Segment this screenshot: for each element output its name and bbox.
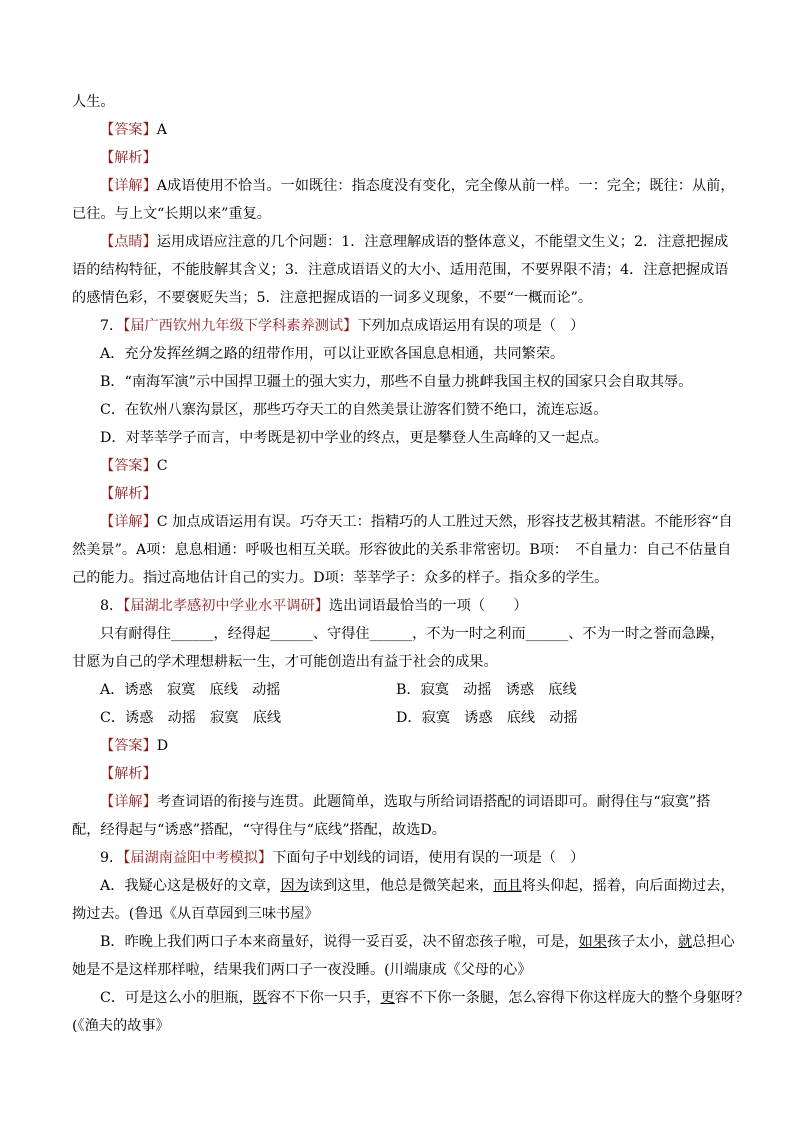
option-text: 读到这里，他总是微笑起来， [308,878,494,894]
answer-line [72,732,722,760]
option-text: 容不下你一条腿，怎么容得下你这样庞大的整个身躯呀？ [394,990,750,1006]
detail-text: 考查词语的衔接与连贯。此题简单，选取与所给词语搭配的词语即可。耐得住与“寂寞”搭 [156,794,711,810]
detail-line [72,788,722,816]
option-text: C．可是这么小的胆瓶， [100,990,253,1006]
question-8 [72,592,722,620]
option-text: B．昨晚上我们两口子本来商量好，说得一妥百妥，决不留恋孩子啦，可是， [100,934,579,950]
option-d: D．寂寞 诱惑 底线 动摇 [396,710,578,726]
passage-text: 只有耐得住______，经得起______、守得住______，不为一时之利而______、不为一时之誉而急躁， [100,626,725,642]
option-text: A．我疑心这是极好的文章， [100,878,281,894]
underlined-word: 而且 [493,878,522,894]
answer-line [72,452,722,480]
option-d: D．对莘莘学子而言，中考既是初中学业的终点，更是攀登人生高峰的又一起点。 [100,430,608,446]
option-b: B．寂寞 动摇 诱惑 底线 [396,682,577,698]
tip-text-cont: 语的结构特征，不能肢解其含义；3．注意成语语义的大小、适用范围，不要界限不清；4．注意把握成语 [72,262,729,278]
option-text: 总担心 [692,934,735,950]
tip-line [72,228,729,256]
question-7 [72,312,722,340]
question-source: 【届湖南益阳中考模拟】 [123,850,273,866]
underlined-word: 如果 [578,934,608,950]
tip-label: 【点睛】 [100,234,157,250]
answer-line [72,116,722,144]
option-b-cont: 她是不是这样那样啦，结果我们两口子一夜没睡。(川端康成《父母的心》 [72,962,532,978]
detail-label: 【详解】 [100,178,157,194]
question-number: 7． [100,318,124,334]
question-9 [72,844,722,872]
answer-value: A [156,122,168,138]
analysis-label: 【解析】 [100,486,157,502]
option-a [72,872,735,900]
option-a: A．诱惑 寂寞 底线 动摇 [100,682,281,698]
detail-text-cont: 已往。与上文“长期以来”重复。 [72,206,271,222]
option-text: 容不下你一只手， [266,990,381,1006]
question-number: 8． [100,598,124,614]
passage-text-cont: 甘愿为自己的学术理想耕耘一生，才可能创造出有益于社会的成果。 [72,654,498,670]
underlined-word: 因为 [280,878,309,894]
underlined-word: 既 [252,990,267,1006]
option-b [72,928,735,956]
analysis-line [72,760,722,788]
detail-line [72,172,735,200]
answer-value: C [156,458,168,474]
analysis-label: 【解析】 [100,150,157,166]
option-a-cont: 拗过去。(鲁迅《从百草园到三味书屋》 [72,906,319,922]
option-b: B．“南海军演”示中国捍卫疆土的强大实力，那些不自量力挑衅我国主权的国家只会自取其辱。 [100,374,693,390]
detail-text: A成语使用不恰当。一如既往：指态度没有变化，完全像从前一样。一：完全；既往：从前， [156,178,735,194]
analysis-line [72,144,722,172]
option-c [72,984,750,1012]
answer-label: 【答案】 [100,122,157,138]
document-page [72,88,750,1040]
option-c-cont: (《渔夫的故事》 [72,1018,170,1034]
question-stem: 下面句子中划线的词语，使用有误的一项是（ ） [272,850,585,866]
underlined-word: 就 [677,934,693,950]
option-c: C．在钦州八寨沟景区，那些巧夺天工的自然美景让游客们赞不绝口，流连忘返。 [100,402,608,418]
answer-label: 【答案】 [100,458,157,474]
question-stem: 下列加点成语运用有误的项是（ ） [357,318,585,334]
option-a: A．充分发挥丝绸之路的纽带作用，可以让亚欧各国息息相通，共同繁荣。 [100,346,565,362]
detail-text-cont: 然美景”。A项：息息相通：呼吸也相互关联。形容彼此的关系非常密切。B项： 不自量力：自己不估量自 [72,542,732,558]
option-text: 将头仰起，摇着，向后面拗过去， [521,878,735,894]
options-row [72,704,722,732]
question-stem: 选出词语最恰当的一项（ ） [328,598,528,614]
underlined-word: 更 [380,990,395,1006]
analysis-label: 【解析】 [100,766,157,782]
option-c: C．诱惑 动摇 寂寞 底线 [100,710,282,726]
tip-text-cont: 的感情色彩，不要褒贬失当；5．注意把握成语的一词多义现象，不要“一概而论”。 [72,290,593,306]
detail-label: 【详解】 [100,514,157,530]
tip-text: 运用成语应注意的几个问题：1．注意理解成语的整体意义，不能望文生义；2．注意把握成 [156,234,729,250]
options-row [72,676,722,704]
question-number: 9． [100,850,124,866]
question-source: 【届湖北孝感初中学业水平调研】 [123,598,329,614]
answer-value: D [156,738,169,754]
answer-label: 【答案】 [100,738,157,754]
question-source: 【届广西钦州九年级下学科素养测试】 [123,318,358,334]
analysis-line [72,480,722,508]
detail-text-cont: 己的能力。指过高地估计自己的实力。D项：莘莘学子：众多的样子。指众多的学生。 [72,570,609,586]
detail-text: C 加点成语运用有误。巧夺天工：指精巧的人工胜过天然，形容技艺极其精湛。不能形容“自 [156,514,733,530]
option-text: 孩子太小， [607,934,678,950]
detail-label: 【详解】 [100,794,157,810]
detail-text-cont: 配，经得起与“诱惑”搭配，“守得住与“底线”搭配，故选D。 [72,822,446,838]
continuation-text: 人生。 [72,94,115,110]
detail-line [72,508,733,536]
